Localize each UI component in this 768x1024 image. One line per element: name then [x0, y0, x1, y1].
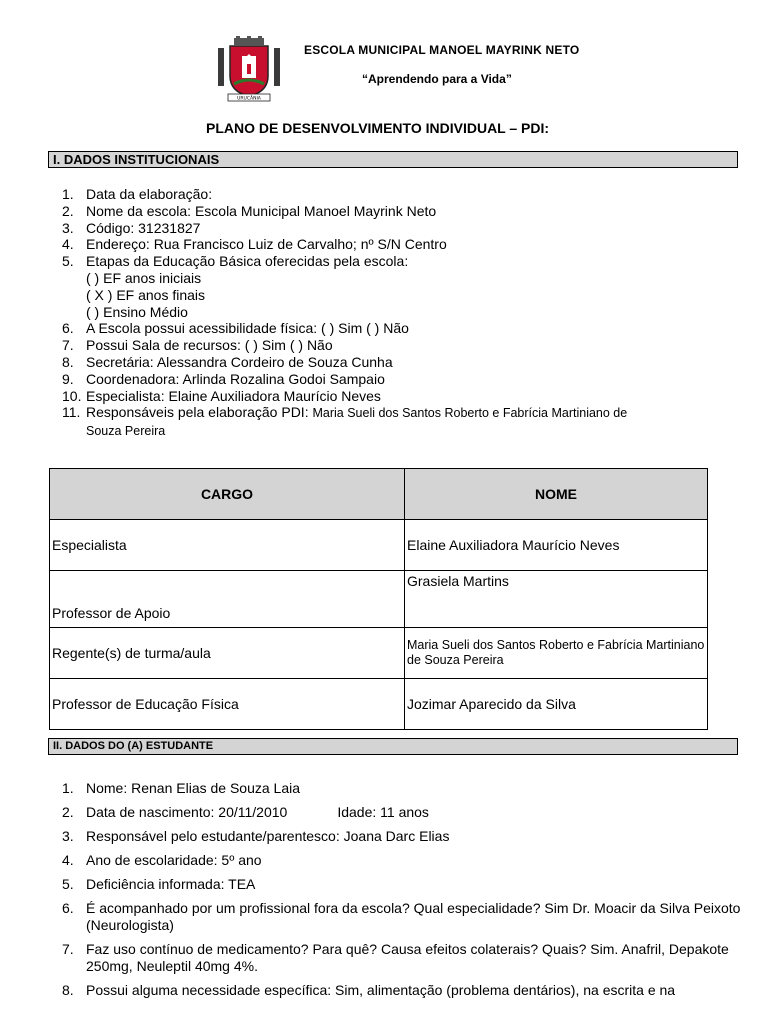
- list-item: 4. Endereço: Rua Francisco Luiz de Carvalho; nº S/N Centro: [62, 236, 447, 253]
- list-item: 11. Responsáveis pela elaboração PDI: Maria Sueli dos Santos Roberto e Fabrícia Martiniano de Souza Pereira: [62, 404, 628, 439]
- list-item: 3. Código: 31231827: [62, 219, 201, 236]
- stage-option: ( X ) EF anos finais: [86, 286, 206, 303]
- section-student-heading: II. DADOS DO (A) ESTUDANTE: [48, 738, 738, 755]
- list-item: 6. A Escola possui acessibilidade física: ( ) Sim ( ) Não: [62, 320, 409, 337]
- list-item: 4. Ano de escolaridade: 5º ano: [62, 852, 262, 868]
- list-item: 7. Possui Sala de recursos: ( ) Sim ( ) Não: [62, 337, 333, 354]
- nome-cell: Jozimar Aparecido da Silva: [405, 679, 708, 730]
- column-header-cargo: CARGO: [50, 469, 405, 520]
- list-item: 6. É acompanhado por um profissional fora da escola? Qual especialidade? Sim Dr. Moacir da Silva Peixoto (Neurologista): [62, 900, 741, 933]
- list-item: 2. Nome da escola: Escola Municipal Manoel Mayrink Neto: [62, 202, 437, 219]
- cargo-cell: Especialista: [50, 520, 405, 571]
- list-item: 1. Data da elaboração:: [62, 186, 213, 202]
- nome-cell: Elaine Auxiliadora Maurício Neves: [405, 520, 708, 571]
- school-motto: “Aprendendo para a Vida”: [362, 72, 512, 86]
- column-header-nome: NOME: [405, 469, 708, 520]
- cargo-cell: Professor de Apoio: [50, 571, 405, 628]
- document-title: PLANO DE DESENVOLVIMENTO INDIVIDUAL – PDI:: [206, 120, 550, 136]
- student-data-list: [62, 780, 742, 1006]
- table-row: [50, 520, 708, 571]
- school-name: ESCOLA MUNICIPAL MANOEL MAYRINK NETO: [304, 43, 580, 57]
- svg-text:URUCÂNIA: URUCÂNIA: [237, 96, 261, 102]
- table-row: [50, 571, 708, 628]
- nome-cell: Maria Sueli dos Santos Roberto e Fabrícia Martiniano de Souza Pereira: [405, 628, 708, 679]
- list-item: 2. Data de nascimento: 20/11/2010 Idade: 11 anos: [62, 804, 429, 820]
- cargo-cell: Professor de Educação Física: [50, 679, 405, 730]
- table-row: [50, 628, 708, 679]
- list-item: 1. Nome: Renan Elias de Souza Laia: [62, 780, 301, 796]
- list-item: 10. Especialista: Elaine Auxiliadora Maurício Neves: [62, 387, 381, 404]
- list-item: 5. Deficiência informada: TEA: [62, 876, 256, 892]
- list-item: 7. Faz uso contínuo de medicamento? Para quê? Causa efeitos colaterais? Quais? Sim. Anafril, Depakote 250mg, Neuleptil 40mg 4%.: [62, 941, 729, 974]
- stage-option: ( ) Ensino Médio: [86, 303, 188, 320]
- list-item: 9. Coordenadora: Arlinda Rozalina Godoi Sampaio: [62, 370, 385, 387]
- cargo-cell: Regente(s) de turma/aula: [50, 628, 405, 679]
- table-header-row: [50, 469, 708, 520]
- list-item: 3. Responsável pelo estudante/parentesco: Joana Darc Elias: [62, 828, 450, 844]
- nome-cell: Grasiela Martins: [405, 571, 708, 628]
- list-item: 8. Possui alguma necessidade específica: Sim, alimentação (problema dentários), na escrita e na: [62, 982, 676, 998]
- list-item: 8. Secretária: Alessandra Cordeiro de Souza Cunha: [62, 353, 393, 370]
- roles-table: [49, 468, 708, 730]
- municipal-crest-logo: [214, 36, 284, 102]
- institutional-data-list: [62, 186, 732, 440]
- section-institutional-heading: I. DADOS INSTITUCIONAIS: [48, 151, 738, 168]
- list-item: 5. Etapas da Educação Básica oferecidas pela escola:: [62, 253, 409, 270]
- stage-option: ( ) EF anos iniciais: [86, 269, 202, 286]
- table-row: [50, 679, 708, 730]
